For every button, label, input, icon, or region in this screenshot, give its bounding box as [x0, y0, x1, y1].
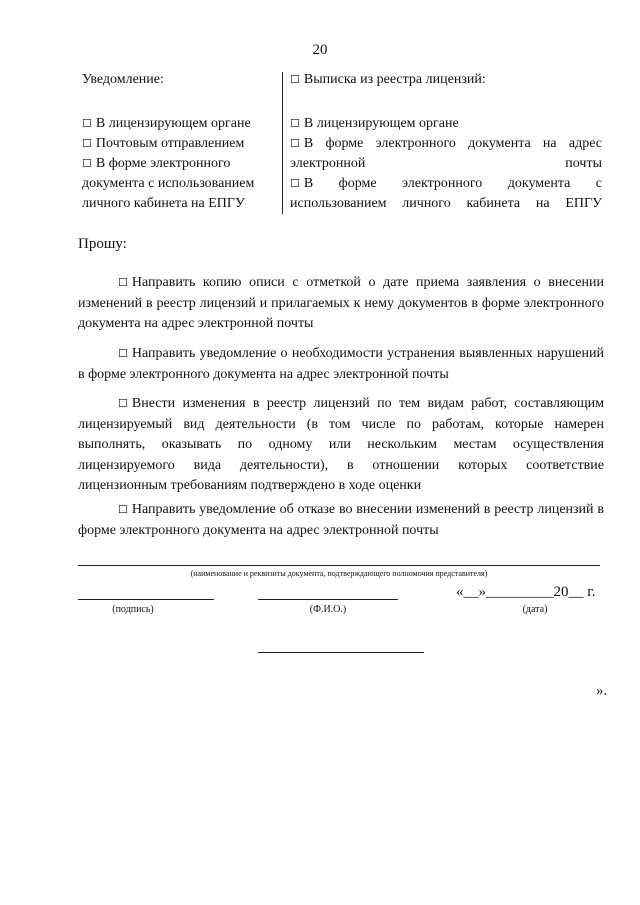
checkbox-icon[interactable]: ☐: [82, 137, 92, 150]
document-details-line[interactable]: [78, 565, 600, 566]
checkbox-icon[interactable]: ☐: [290, 137, 300, 150]
checkbox-icon[interactable]: ☐: [82, 157, 92, 170]
extract-option[interactable]: [290, 134, 602, 174]
checkbox-icon[interactable]: ☐: [290, 117, 300, 130]
checkbox-icon[interactable]: ☐: [118, 276, 128, 289]
request-text: Направить уведомление о необходимости устранения выявленных нарушений в форме электронного документа на адрес электронной почты: [78, 346, 604, 382]
closing-quote: ».: [596, 683, 608, 699]
checkbox-icon[interactable]: ☐: [290, 73, 300, 86]
extra-line[interactable]: [258, 652, 424, 653]
checkbox-icon[interactable]: ☐: [118, 347, 128, 360]
extract-heading: Выписка из реестра лицензий:: [303, 72, 486, 87]
option-label: В форме электронного документа на адрес электронной почты: [290, 136, 602, 171]
request-label: Прошу:: [78, 236, 127, 252]
notification-option[interactable]: [82, 134, 282, 154]
name-caption: (Ф.И.О.): [309, 604, 347, 615]
extract-heading-row[interactable]: [290, 70, 602, 90]
delivery-options-table: [78, 70, 608, 220]
notification-column: [82, 70, 282, 214]
request-item[interactable]: [78, 344, 604, 385]
checkbox-icon[interactable]: ☐: [290, 177, 300, 190]
request-item[interactable]: [78, 394, 604, 497]
document-details-caption: (наименование и реквизиты документа, подтверждающего полномочия представителя): [190, 569, 488, 578]
request-text: Внести изменения в реестр лицензий по тем видам работ, составляющим лицензируемый вид деятельности (в том числе по работам, которые намерен выполнять, оказывать по одному или нескольким местам осуществления лицензируемого вида деятельности), в отношении которых соответствие лицензионным требованиям подтверждено в ходе оценки: [78, 396, 604, 493]
extract-option[interactable]: [290, 174, 602, 214]
name-line[interactable]: [258, 599, 398, 600]
option-label: В форме электронного документа с использованием личного кабинета на ЕПГУ: [290, 176, 602, 211]
date-field[interactable]: «__»_________20__ г.: [456, 584, 596, 600]
checkbox-icon[interactable]: ☐: [118, 503, 128, 516]
request-text: Направить копию описи с отметкой о дате приема заявления о внесении изменений в реестр лицензий и прилагаемых к нему документов в форме электронного документа на адрес электронной почты: [78, 275, 604, 331]
option-label: В лицензирующем органе: [303, 116, 459, 131]
option-label: В лицензирующем органе: [95, 116, 251, 131]
date-caption: (дата): [522, 604, 548, 615]
notification-heading: Уведомление:: [82, 72, 164, 87]
notification-option[interactable]: [82, 154, 282, 214]
request-item[interactable]: [78, 500, 604, 541]
extract-column: [290, 70, 602, 214]
page-number: 20: [312, 42, 328, 58]
extract-option[interactable]: [290, 114, 602, 134]
column-divider: [282, 72, 283, 214]
checkbox-icon[interactable]: ☐: [82, 117, 92, 130]
signature-caption: (подпись): [112, 604, 154, 615]
option-label: В форме электронного документа с использованием личного кабинета на ЕПГУ: [82, 156, 255, 211]
notification-option[interactable]: [82, 114, 282, 134]
request-item[interactable]: [78, 273, 604, 335]
checkbox-icon[interactable]: ☐: [118, 397, 128, 410]
option-label: Почтовым отправлением: [95, 136, 245, 151]
signature-line[interactable]: [78, 599, 214, 600]
request-text: Направить уведомление об отказе во внесении изменений в реестр лицензий в форме электронного документа на адрес электронной почты: [78, 502, 604, 538]
